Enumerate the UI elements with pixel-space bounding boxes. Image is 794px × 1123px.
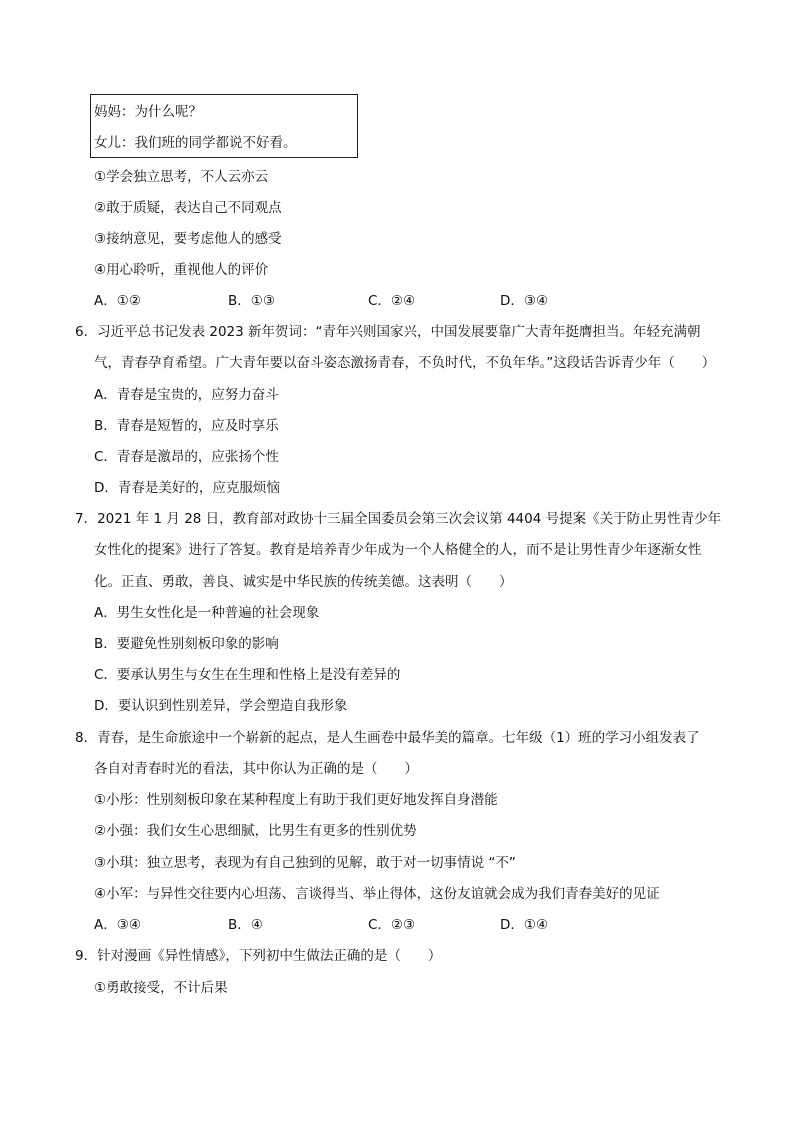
q9-statement-1: ①勇敢接受，不计后果 [94,980,228,996]
q5-statement-2: ②敢于质疑，表达自己不同观点 [94,200,282,216]
q8-statement-3: ③小琪：独立思考，表现为有自己独到的见解，敢于对一切事情说 “不” [94,855,516,871]
q6-stem-line-2: 气，青春孕育希望。广大青年要以奋斗姿态激扬青春，不负时代，不负年华。”这段话告诉青少年（ ） [94,355,716,371]
q8-option-d: D．①④ [500,917,549,933]
q7-option-d: D．要认识到性别差异，学会塑造自我形象 [94,698,348,714]
q5-statement-4: ④用心聆听，重视他人的评价 [94,262,269,278]
q5-statement-1: ①学会独立思考，不人云亦云 [94,169,269,185]
q6-option-d: D．青春是美好的，应克服烦恼 [94,480,280,496]
dialog-line-daughter: 女儿：我们班的同学都说不好看。 [94,135,297,151]
q9-stem: 9．针对漫画《异性情感》，下列初中生做法正确的是（ ） [75,948,442,964]
q5-statement-3: ③接纳意见，要考虑他人的感受 [94,231,282,247]
q6-stem-line-1: 6．习近平总书记发表 2023 新年贺词：“青年兴则国家兴，中国发展要靠广大青年挺膺担当。年轻充满朝 [75,324,701,340]
q5-option-c: C．②④ [368,293,416,309]
q5-option-b: B．①③ [228,293,275,309]
q7-option-b: B．要避免性别刻板印象的影响 [94,636,279,652]
q8-option-a: A．③④ [94,917,141,933]
q6-option-c: C．青春是激昂的，应张扬个性 [94,449,279,465]
q8-option-b: B．④ [228,917,263,933]
q7-stem-line-3: 化。正直、勇敢，善良、诚实是中华民族的传统美德。这表明（ ） [94,574,513,590]
dialog-line-mother: 妈妈：为什么呢？ [94,104,202,120]
q8-statement-4: ④小军：与异性交往要内心坦荡、言谈得当、举止得体，这份友谊就会成为我们青春美好的见证 [94,886,660,902]
q7-stem-line-1: 7．2021 年 1 月 28 日，教育部对政协十三届全国委员会第三次会议第 4404 号提案《关于防止男性青少年 [75,511,722,527]
q6-option-b: B．青春是短暂的，应及时享乐 [94,418,279,434]
q8-statement-1: ①小彤：性别刻板印象在某种程度上有助于我们更好地发挥自身潜能 [94,792,498,808]
q8-stem-line-1: 8．青春，是生命旅途中一个崭新的起点，是人生画卷中最华美的篇章。七年级（1）班的学习小组发表了 [75,730,700,746]
q7-stem-line-2: 女性化的提案》进行了答复。教育是培养青少年成为一个人格健全的人，而不是让男性青少年逐渐女性 [94,542,702,558]
q7-option-c: C．要承认男生与女生在生理和性格上是没有差异的 [94,667,401,683]
q6-option-a: A．青春是宝贵的，应努力奋斗 [94,387,279,403]
q7-option-a: A．男生女性化是一种普遍的社会现象 [94,605,320,621]
q5-option-a: A．①② [94,293,141,309]
q8-option-c: C．②③ [368,917,416,933]
q8-statement-2: ②小强：我们女生心思细腻，比男生有更多的性别优势 [94,823,417,839]
q8-stem-line-2: 各自对青春时光的看法，其中你认为正确的是（ ） [94,761,418,777]
q5-option-d: D．③④ [500,293,549,309]
